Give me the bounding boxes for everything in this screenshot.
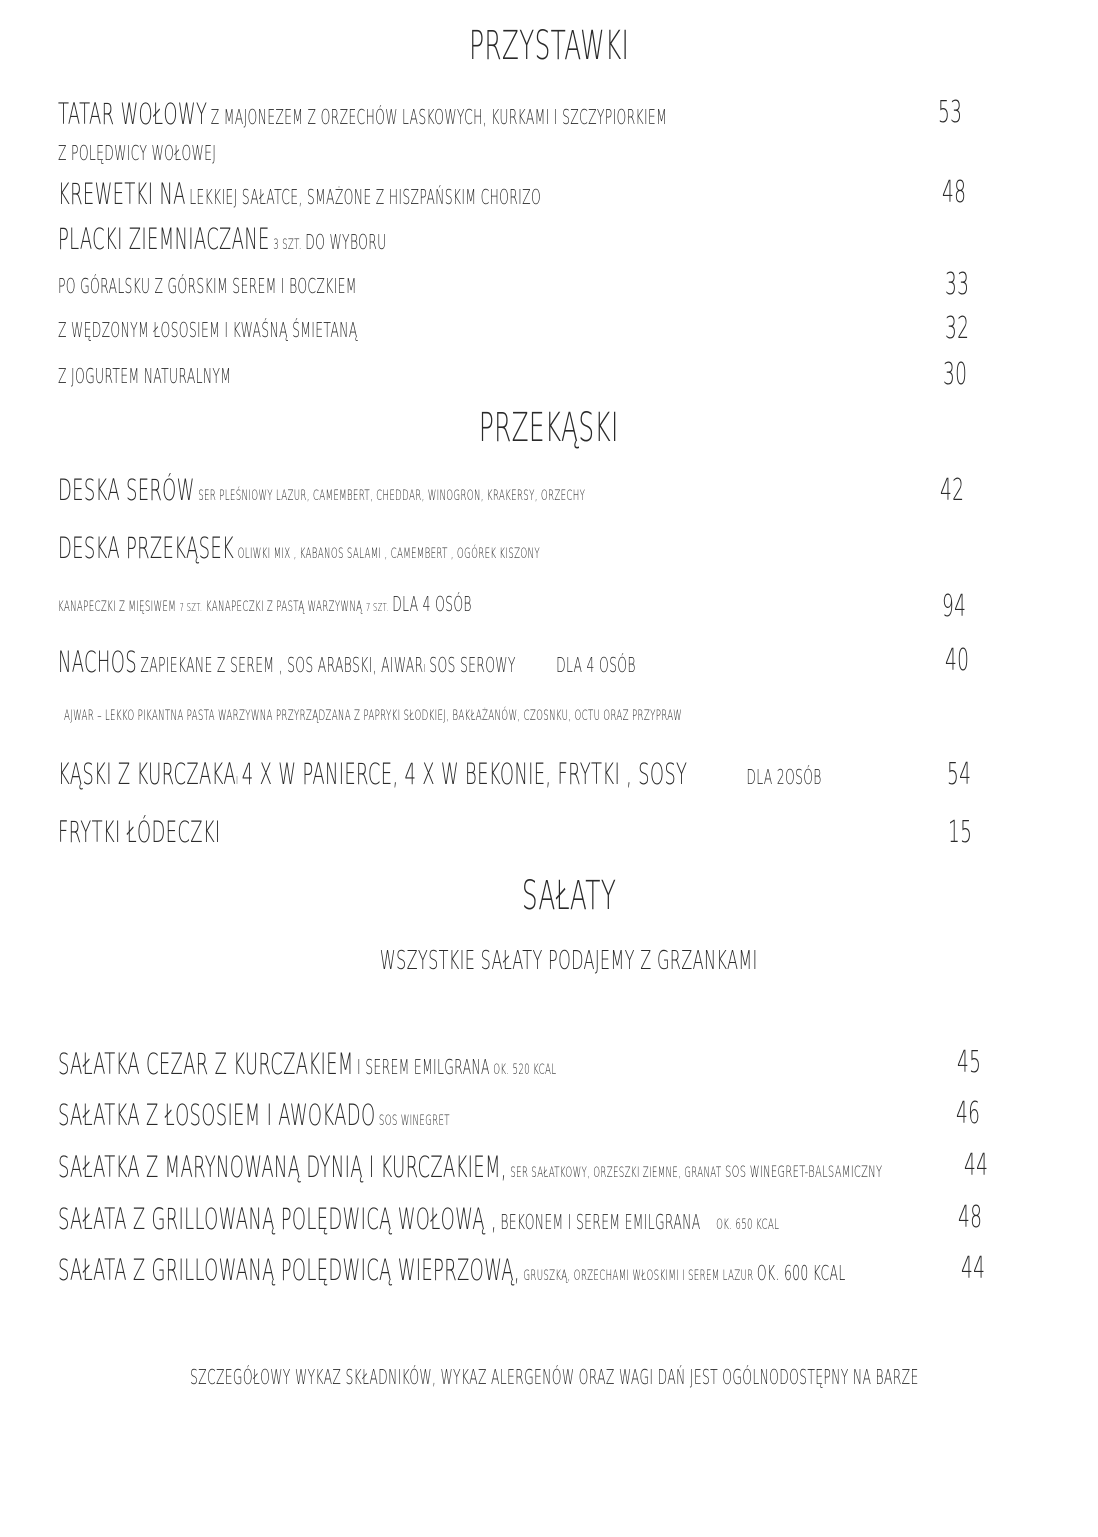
item-price: 48 [958, 1200, 983, 1235]
item-desc: SER SAŁATKOWY, ORZESZKI ZIEMNE, GRANAT [510, 1165, 722, 1181]
item-price: 53 [938, 95, 963, 130]
item-desc: SER PLEŚNIOWY LAZUR, CAMEMBERT, CHEDDAR, WINOGRON, KRAKERSY, ORZECHY [198, 488, 586, 504]
item-qty-b: 7 SZT. [365, 601, 389, 614]
item-name: KREWETKI NA [58, 177, 186, 211]
menu-item-placki-losos: Z WĘDZONYM ŁOSOSIEM I KWAŚNĄ ŚMIETANĄ [58, 318, 358, 342]
section-title-przystawki: PRZYSTAWKI [468, 23, 630, 69]
item-price: 32 [945, 311, 970, 346]
item-for: DLA 4 OSÓB [556, 653, 636, 677]
item-desc-b: KANAPECZKI Z PASTĄ WARZYWNĄ [205, 599, 363, 615]
item-name: SAŁATKA Z ŁOSOSIEM I AWOKADO [58, 1098, 376, 1132]
item-price: 45 [957, 1045, 982, 1080]
item-small: I [423, 662, 426, 675]
item-price: 33 [945, 267, 970, 302]
menu-item-tatar [58, 97, 668, 131]
item-desc: 4 X W PANIERCE, 4 X W BEKONIE, FRYTKI , SOSY [241, 757, 688, 791]
menu-item-placki-jogurt: Z JOGURTEM NATURALNYM [58, 364, 232, 388]
item-desc-2: SOS WINEGRET-BALSAMICZNY [724, 1162, 883, 1181]
menu-item-frytki: FRYTKI ŁÓDECZKI [58, 815, 221, 849]
item-kcal: OK. 520 KCAL [493, 1062, 557, 1078]
item-price: 48 [942, 175, 967, 210]
item-name: SAŁATKA Z MARYNOWANĄ DYNIĄ I KURCZAKIEM, [58, 1150, 507, 1184]
item-name: PLACKI ZIEMNIACZANE [58, 222, 270, 256]
item-name: DESKA SERÓW [58, 473, 195, 507]
menu-item-placki-goralsku: PO GÓRALSKU Z GÓRSKIM SEREM I BOCZKIEM [58, 274, 357, 298]
menu-item-cezar [58, 1047, 557, 1081]
section-title-przekaski: PRZEKĄSKI [479, 405, 619, 451]
item-name: NACHOS [58, 645, 137, 679]
item-name: TATAR WOŁOWY [58, 97, 208, 131]
item-desc-a: KANAPECZKI Z MIĘSIWEM [58, 599, 177, 615]
item-desc: BEKONEM I SEREM EMILGRANA [500, 1210, 701, 1234]
menu-item-dynia [58, 1150, 883, 1184]
item-choice: DO WYBORU [305, 230, 387, 254]
menu-item-kanapeczki [58, 594, 472, 614]
menu-item-placki [58, 222, 387, 256]
item-desc-2: SOS SEROWY [429, 653, 516, 677]
item-name: SAŁATKA CEZAR Z KURCZAKIEM [58, 1047, 354, 1081]
item-desc: OLIWKI MIX , KABANOS SALAMI , CAMEMBERT , OGÓREK KISZONY [237, 546, 540, 562]
menu-item-nachos [58, 645, 636, 679]
item-kcal: OK. 650 KCAL [716, 1217, 780, 1233]
item-for: DLA 4 OSÓB [392, 592, 472, 616]
item-price: 94 [942, 589, 967, 624]
item-price: 30 [943, 357, 968, 392]
item-name: DESKA PRZEKĄSEK [58, 531, 235, 565]
item-desc: GRUSZKĄ, ORZECHAMI WŁOSKIMI I SEREM LAZUR [523, 1268, 754, 1284]
menu-item-kaski [58, 757, 822, 791]
item-price: 46 [956, 1096, 981, 1131]
item-desc: LEKKIEJ SAŁATCE, SMAŻONE Z HISZPAŃSKIM CHORIZO [189, 185, 542, 209]
item-desc-2: Z POLĘDWICY WOŁOWEJ [58, 141, 217, 165]
item-price: 42 [940, 473, 965, 508]
section-subtitle-salaty: WSZYSTKIE SAŁATY PODAJEMY Z GRZANKAMI [380, 946, 758, 976]
item-desc: I SEREM EMILGRANA [357, 1055, 490, 1079]
item-small: I [236, 774, 239, 787]
item-price: 15 [948, 815, 973, 850]
item-price: 44 [961, 1251, 986, 1286]
item-qty-a: 7 SZT. [179, 601, 203, 614]
item-qty: 3 SZT. [273, 237, 302, 253]
menu-item-deska-serow [58, 473, 586, 507]
menu-item-wolowa [58, 1202, 780, 1236]
item-price: 40 [945, 643, 970, 678]
item-price: 44 [964, 1148, 989, 1183]
footer-allergen-note: SZCZEGÓŁOWY WYKAZ SKŁADNIKÓW, WYKAZ ALERGENÓW ORAZ WAGI DAŃ JEST OGÓLNODOSTĘPNY NA BARZE [190, 1365, 919, 1389]
item-name: SAŁATA Z GRILLOWANĄ POLĘDWICĄ WIEPRZOWĄ, [58, 1253, 520, 1287]
item-name: KĄSKI Z KURCZAKA [58, 757, 237, 791]
item-desc: Z MAJONEZEM Z ORZECHÓW LASKOWYCH, KURKAMI I SZCZYPIORKIEM [210, 105, 668, 129]
item-kcal: OK. 600 KCAL [756, 1261, 846, 1285]
item-desc: SOS WINEGRET [378, 1113, 450, 1129]
menu-item-krewetki [58, 177, 542, 211]
item-name: SAŁATA Z GRILLOWANĄ POLĘDWICĄ WOŁOWĄ , [58, 1202, 497, 1236]
item-for: DLA 2OSÓB [746, 765, 822, 789]
ajwar-note: AJWAR – LEKKO PIKANTNA PASTA WARZYWNA PRZYRZĄDZANA Z PAPRYKI SŁODKIEJ, BAKŁAŻANÓW, CZOSNKU, OCTU ORAZ PRZYPRAW [64, 708, 682, 724]
menu-item-deska-przekasek [58, 531, 540, 565]
item-price: 54 [947, 757, 972, 792]
item-desc: ZAPIEKANE Z SEREM , SOS ARABSKI, AIWAR [140, 653, 424, 677]
menu-item-wieprzowa [58, 1253, 846, 1287]
section-title-salaty: SAŁATY [521, 873, 617, 919]
menu-item-losos [58, 1098, 450, 1132]
